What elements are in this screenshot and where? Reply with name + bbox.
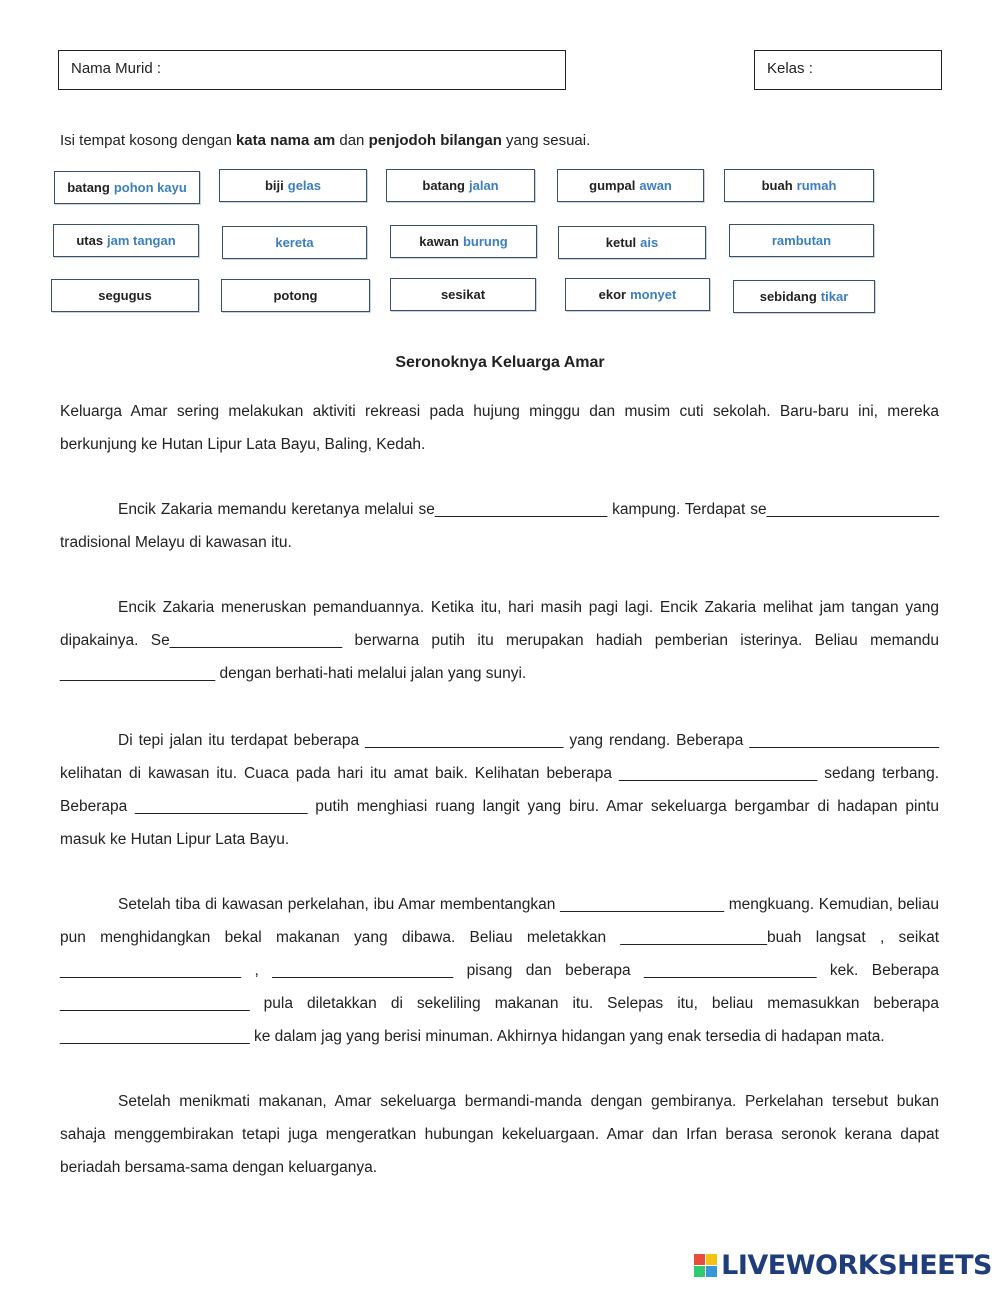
blank-field[interactable]: ____________________ bbox=[135, 798, 308, 815]
word-chip[interactable]: gumpal awan bbox=[557, 169, 704, 202]
logo-mark-icon bbox=[694, 1254, 717, 1277]
logo-square bbox=[706, 1254, 717, 1265]
paragraph-6: Setelah menikmati makanan, Amar sekeluarga bermandi-manda dengan gembiranya. Perkelahan tersebut bukan sahaja menggembirakan tetapi juga mengeratkan hubungan kekeluargaan. Amar dan Irfan berasa seronok kerana dapat beriadah bersama-sama dengan keluarganya. bbox=[60, 1093, 939, 1176]
word-chip[interactable]: utas jam tangan bbox=[53, 224, 199, 257]
liveworksheets-logo bbox=[694, 1250, 992, 1281]
word-chip[interactable]: ketul ais bbox=[558, 226, 706, 259]
instruction: Isi tempat kosong dengan kata nama am dan penjodoh bilangan yang sesuai. bbox=[60, 132, 591, 149]
blank-field[interactable]: ______________________ bbox=[60, 995, 250, 1012]
word-chip[interactable]: sebidang tikar bbox=[733, 280, 875, 313]
blank-field[interactable]: _____________________ bbox=[60, 962, 242, 979]
word-chip[interactable]: ekor monyet bbox=[565, 278, 710, 311]
paragraph-5: Setelah tiba di kawasan perkelahan, ibu Amar membentangkan ___________________ mengkuang. Kemudian, beliau pun menghidangkan bekal makanan yang dibawa. Beliau meletakkan _________________buah langsat , seikat _____________________ , _____________________ pisang dan beberapa ____________________ kek. Beberapa ______________________ pula diletakkan di sekeliling makanan itu. Selepas itu, beliau memasukkan beberapa ______________________ ke dalam jag yang berisi minuman. Akhirnya hidangan yang enak tersedia di hadapan mata. bbox=[60, 896, 939, 1045]
student-name-label: Nama Murid : bbox=[71, 60, 162, 77]
blank-field[interactable]: ____________________ bbox=[766, 501, 939, 518]
word-chip[interactable]: batang jalan bbox=[386, 169, 535, 202]
paragraph-2: Encik Zakaria memandu keretanya melalui se____________________ kampung. Terdapat se____________________ tradisional Melayu di kawasan itu. bbox=[60, 501, 939, 551]
logo-square bbox=[694, 1254, 705, 1265]
blank-field[interactable]: __________________ bbox=[60, 665, 216, 682]
word-chip[interactable]: batang pohon kayu bbox=[54, 171, 200, 204]
blank-field[interactable]: _____________________ bbox=[272, 962, 454, 979]
blank-field[interactable]: ____________________ bbox=[169, 632, 343, 649]
blank-field[interactable]: ______________________ bbox=[749, 732, 940, 749]
class-label: Kelas : bbox=[767, 60, 813, 77]
blank-field[interactable]: ______________________ bbox=[60, 1028, 250, 1045]
class-field[interactable] bbox=[754, 50, 942, 90]
blank-field[interactable]: ___________________ bbox=[560, 896, 724, 913]
word-chip[interactable]: sesikat bbox=[390, 278, 536, 311]
word-chip[interactable]: kereta bbox=[222, 226, 367, 259]
word-chip[interactable]: rambutan bbox=[729, 224, 874, 257]
word-chip[interactable]: segugus bbox=[51, 279, 199, 312]
blank-field[interactable]: _______________________ bbox=[365, 732, 564, 749]
student-name-field[interactable] bbox=[58, 50, 566, 90]
blank-field[interactable]: ____________________ bbox=[644, 962, 817, 979]
logo-text: LIVEWORKSHEETS bbox=[721, 1250, 992, 1281]
paragraph-3: Encik Zakaria meneruskan pemanduannya. Ketika itu, hari masih pagi lagi. Encik Zakaria melihat jam tangan yang dipakainya. Se____________________ berwarna putih itu merupakan hadiah pemberian isterinya. Beliau memandu __________________ dengan berhati-hati melalui jalan yang sunyi. bbox=[60, 599, 939, 682]
word-chip[interactable]: biji gelas bbox=[219, 169, 367, 202]
blank-field[interactable]: _______________________ bbox=[618, 765, 818, 782]
blank-field[interactable]: _________________ bbox=[620, 929, 767, 946]
logo-square bbox=[706, 1266, 717, 1277]
word-chip[interactable]: kawan burung bbox=[390, 225, 537, 258]
blank-field[interactable]: ____________________ bbox=[434, 501, 608, 518]
logo-square bbox=[694, 1266, 705, 1277]
story-title: Seronoknya Keluarga Amar bbox=[395, 354, 605, 371]
paragraph-1: Keluarga Amar sering melakukan aktiviti rekreasi pada hujung minggu dan musim cuti sekolah. Baru-baru ini, mereka berkunjung ke Hutan Lipur Lata Bayu, Baling, Kedah. bbox=[60, 403, 939, 453]
paragraph-4: Di tepi jalan itu terdapat beberapa _______________________ yang rendang. Beberapa ______________________ kelihatan di kawasan itu. Cuaca pada hari itu amat baik. Kelihatan beberapa _______________________ sedang terbang. Beberapa ____________________ putih menghiasi ruang langit yang biru. Amar sekeluarga bergambar di hadapan pintu masuk ke Hutan Lipur Lata Bayu. bbox=[60, 732, 940, 848]
word-chip[interactable]: buah rumah bbox=[724, 169, 874, 202]
word-chip[interactable]: potong bbox=[221, 279, 370, 312]
